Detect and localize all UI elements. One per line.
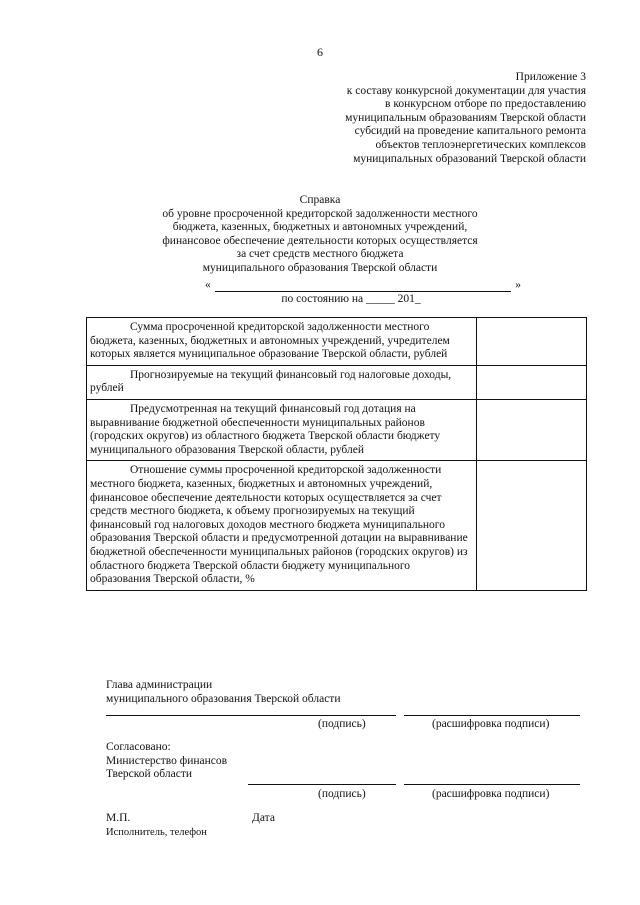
appendix-line: Приложение 3 (515, 71, 586, 83)
appendix-line: субсидий на проведение капитального ремонта (354, 125, 586, 138)
document-title: Справка (299, 194, 341, 206)
heading-line: муниципального образования Тверской области (202, 261, 438, 274)
heading-line: бюджета, казенных, бюджетных и автономных учреждений, (172, 221, 468, 234)
ministry-signature-line[interactable] (248, 784, 396, 785)
signature-caption: (подпись) (318, 788, 366, 800)
head-title-line: муниципального образования Тверской области (106, 692, 341, 705)
appendix-line: к составу конкурсной документации для участия (346, 84, 586, 97)
row-value-cell[interactable] (477, 461, 587, 590)
table-row (87, 461, 587, 590)
row-label: Прогнозируемые на текущий финансовый год налоговые доходы, рублей (87, 365, 477, 399)
appendix-header (266, 71, 586, 166)
stamp-label: М.П. (106, 812, 131, 824)
municipality-name-field[interactable] (205, 279, 521, 293)
appendix-line: муниципальным образованиям Тверской области (345, 111, 586, 124)
decoding-caption: (расшифровка подписи) (432, 788, 550, 800)
appendix-line: муниципальных образований Тверской области (353, 152, 586, 165)
heading-line: финансовое обеспечение деятельности которых осуществляется (162, 234, 478, 247)
ministry-decoding-line[interactable] (404, 784, 580, 785)
ministry-line: Министерство финансов (106, 754, 228, 767)
table-row (87, 365, 587, 399)
table-row (87, 318, 587, 366)
date-label: Дата (252, 812, 275, 824)
appendix-line: в конкурсном отборе по предоставлению (385, 98, 586, 111)
ministry-line: Тверской области (106, 768, 192, 781)
as-of-date: по состоянию на _____ 201_ (281, 293, 421, 305)
row-value-cell[interactable] (477, 365, 587, 399)
row-label: Предусмотренная на текущий финансовый год дотация на выравнивание бюджетной обеспеченности муниципальных районов (городских округов) из областного бюджета Тверской области бюджету муниципального образования Тверской области, рублей (87, 399, 477, 460)
report-table (86, 317, 587, 591)
head-title-line: Глава администрации (106, 679, 213, 691)
head-decoding-line[interactable] (404, 715, 580, 716)
heading-line: об уровне просроченной кредиторской задолженности местного (162, 207, 478, 220)
appendix-line: объектов теплоэнергетических комплексов (375, 138, 586, 151)
head-signature-block (106, 679, 340, 706)
agreed-label: Согласовано: (106, 741, 171, 753)
row-value-cell[interactable] (477, 399, 587, 460)
row-label: Сумма просроченной кредиторской задолженности местного бюджета, казенных, бюджетных и автономных учреждений, учредителем которых является муниципальное образование Тверской области, рублей (87, 318, 477, 366)
signature-caption: (подпись) (318, 718, 366, 730)
head-signature-line[interactable] (106, 715, 396, 716)
row-value-cell[interactable] (477, 318, 587, 366)
decoding-caption: (расшифровка подписи) (432, 718, 550, 730)
heading-line: за счет средств местного бюджета (236, 248, 404, 261)
blank-line (215, 291, 511, 292)
page-number: 6 (317, 45, 323, 59)
row-label: Отношение суммы просроченной кредиторской задолженности местного бюджета, казенных, бюджетных и автономных учреждений, финансовое обеспечение деятельности которых осуществляется за счет средств местного бюджета, к объему прогнозируемых на текущий финансовый год налоговых доходов местного бюджета муниципального образования Тверской области и предусмотренной дотации на выравнивание бюджетной обеспеченности муниципальных районов (городских округов) из областного бюджета Тверской области бюджету муниципального образования Тверской области, % (87, 461, 477, 590)
agreed-block (106, 741, 227, 782)
table-row (87, 399, 587, 460)
close-quote: » (515, 279, 521, 291)
document-heading (120, 194, 520, 276)
executor-label: Исполнитель, телефон (106, 827, 207, 838)
open-quote: « (205, 279, 211, 291)
